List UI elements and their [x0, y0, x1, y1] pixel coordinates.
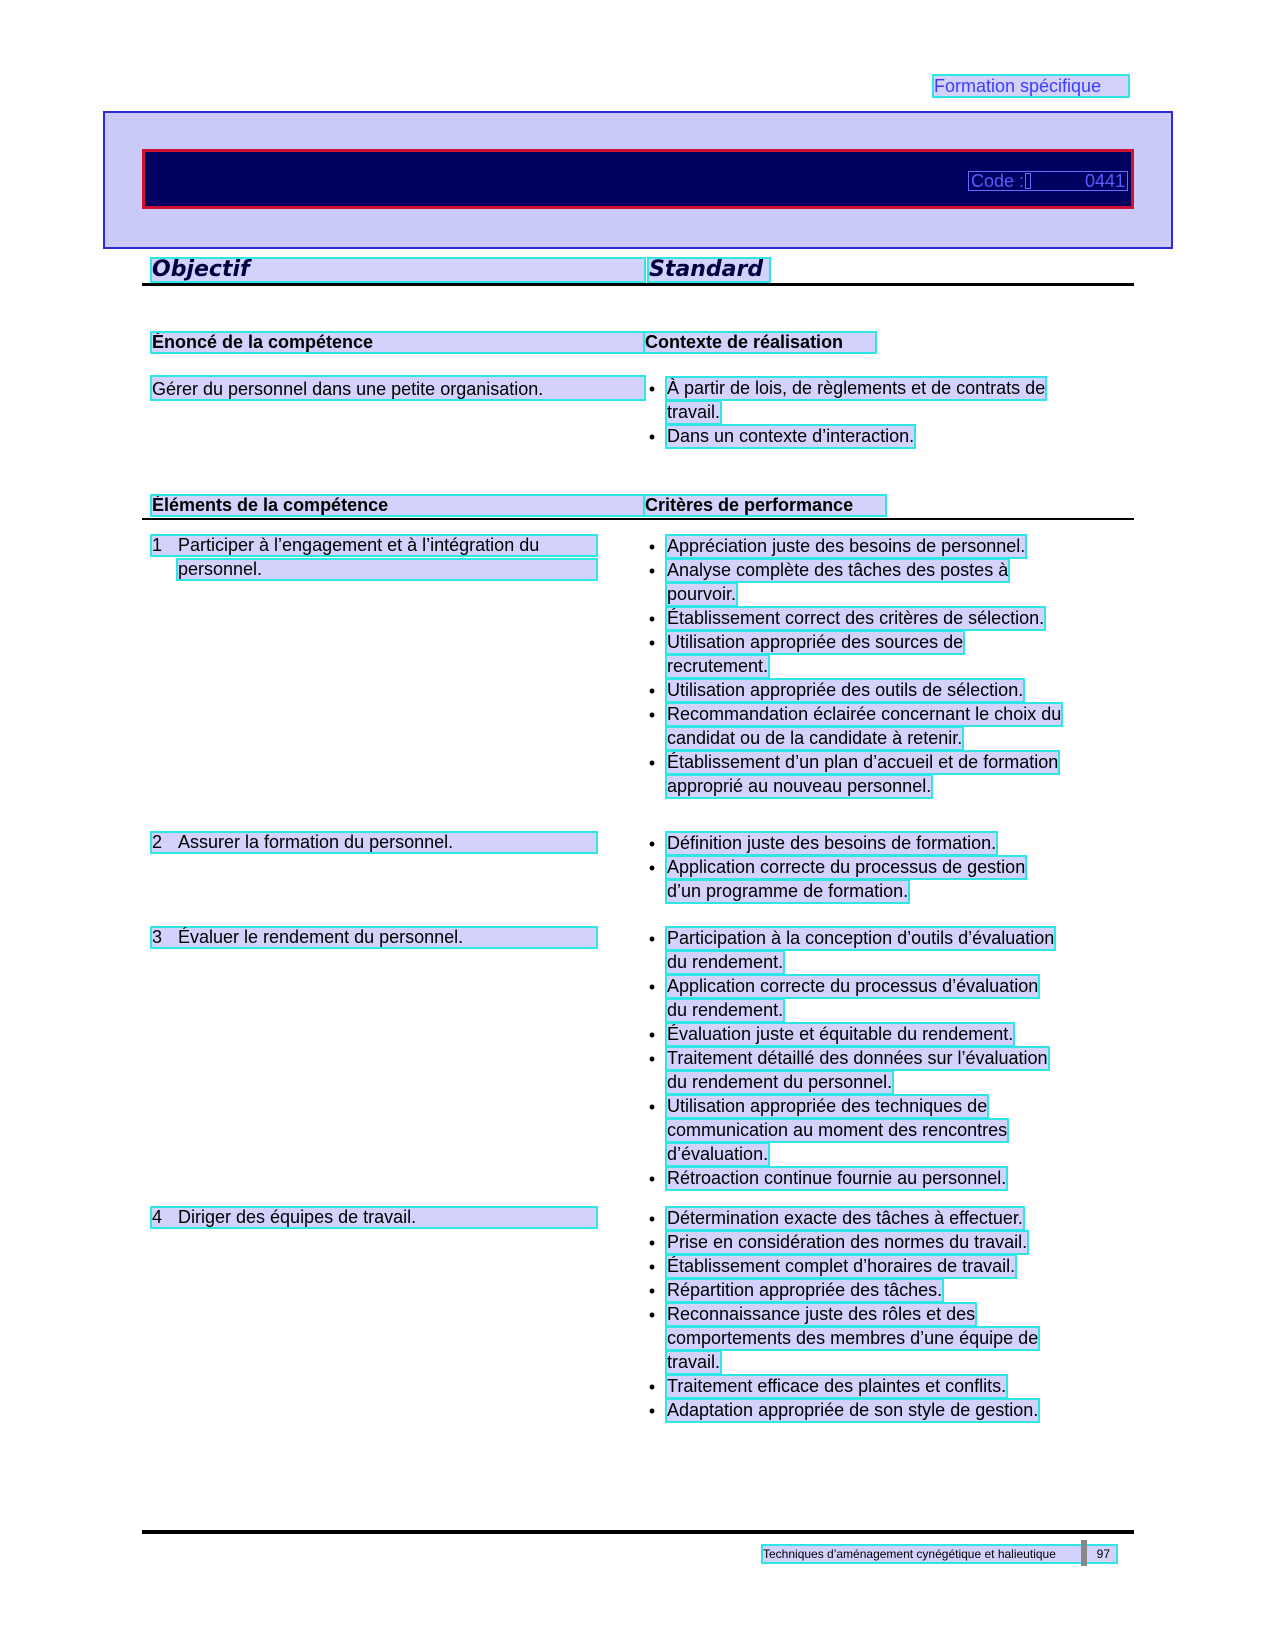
footer-rule	[142, 1530, 1134, 1534]
code-separator	[1025, 173, 1031, 189]
criterion-line: Établissement d’un plan d’accueil et de formation	[667, 752, 1059, 772]
element-number: 4	[152, 1207, 163, 1227]
bullet-icon: •	[648, 858, 656, 878]
element-line	[152, 1208, 596, 1227]
bullet-icon: •	[648, 1305, 656, 1325]
bullet-icon: •	[648, 427, 656, 447]
criterion-line: candidat ou de la candidate à retenir.	[667, 728, 963, 748]
criterion-line: pourvoir.	[667, 584, 737, 604]
contexte-title: Contexte de réalisation	[645, 333, 875, 352]
criterion-line: Rétroaction continue fournie au personnel.	[667, 1168, 1007, 1188]
bullet-icon: •	[648, 1401, 656, 1421]
bullet-icon: •	[648, 1257, 656, 1277]
bullet-icon: •	[648, 929, 656, 949]
column-heading-standard: Standard	[649, 259, 769, 281]
element-text: Diriger des équipes de travail.	[178, 1207, 417, 1227]
criterion-line: Traitement efficace des plaintes et conflits.	[667, 1376, 1007, 1396]
footer-title: Techniques d’aménagement cynégétique et halieutique	[763, 1547, 1056, 1561]
bullet-icon: •	[648, 1377, 656, 1397]
bullet-icon: •	[648, 1097, 656, 1117]
criterion-line: Utilisation appropriée des techniques de	[667, 1096, 988, 1116]
criterion-line: d’un programme de formation.	[667, 881, 909, 901]
bullet-icon: •	[648, 1049, 656, 1069]
criterion-line: Application correcte du processus d’évaluation	[667, 976, 1039, 996]
criterion-line: comportements des membres d’une équipe de	[667, 1328, 1039, 1348]
criterion-line: Participation à la conception d’outils d’évaluation	[667, 928, 1055, 948]
criterion-line: Évaluation juste et équitable du rendement.	[667, 1024, 1014, 1044]
criterion-line: recrutement.	[667, 656, 769, 676]
element-line	[152, 833, 596, 852]
criterion-line: Utilisation appropriée des outils de sélection.	[667, 680, 1024, 700]
bullet-icon: •	[648, 1209, 656, 1229]
bullet-icon: •	[648, 681, 656, 701]
criterion-line: d’évaluation.	[667, 1144, 769, 1164]
criterion-line: Établissement correct des critères de sélection.	[667, 608, 1045, 628]
criterion-line: travail.	[667, 402, 721, 422]
element-line: personnel.	[178, 560, 596, 579]
bullet-icon: •	[648, 705, 656, 725]
criterion-line: Établissement complet d’horaires de travail.	[667, 1256, 1016, 1276]
bullet-icon: •	[648, 1169, 656, 1189]
criterion-line: Définition juste des besoins de formation.	[667, 833, 997, 853]
column-heading-objective: Objectif	[152, 259, 644, 281]
criterion-line: Dans un contexte d’interaction.	[667, 426, 915, 446]
bullet-icon: •	[648, 1281, 656, 1301]
element-line	[152, 928, 596, 947]
element-text: Assurer la formation du personnel.	[178, 832, 454, 852]
criterion-line: Utilisation appropriée des sources de	[667, 632, 964, 652]
criterion-line: Répartition appropriée des tâches.	[667, 1280, 943, 1300]
section-rule	[142, 518, 1134, 520]
element-number: 3	[152, 927, 163, 947]
code-label: Code :	[971, 171, 1025, 191]
footer	[763, 1546, 1116, 1562]
element-text: Évaluer le rendement du personnel.	[178, 927, 464, 947]
criterion-line: Recommandation éclairée concernant le choix du	[667, 704, 1062, 724]
code-value: 0441	[1084, 171, 1125, 191]
bullet-icon: •	[648, 561, 656, 581]
bullet-icon: •	[648, 1233, 656, 1253]
element-text: Participer à l’engagement et à l’intégration du	[178, 535, 540, 555]
bullet-icon: •	[648, 753, 656, 773]
criterion-line: Adaptation appropriée de son style de gestion.	[667, 1400, 1039, 1420]
criterion-line: Traitement détaillé des données sur l’évaluation	[667, 1048, 1048, 1068]
criterion-line: Prise en considération des normes du travail.	[667, 1232, 1028, 1252]
element-line	[152, 536, 596, 555]
footer-marker	[1081, 1540, 1087, 1566]
criterion-line: du rendement.	[667, 1000, 784, 1020]
criterion-line: approprié au nouveau personnel.	[667, 776, 932, 796]
heading-rule	[142, 283, 1134, 286]
criteres-title: Critères de performance	[645, 496, 885, 515]
elements-title: Éléments de la compétence	[152, 496, 644, 515]
competency-code	[968, 171, 1128, 191]
criterion-line: À partir de lois, de règlements et de contrats de	[667, 378, 1046, 398]
element-number: 1	[152, 535, 163, 555]
element-number: 2	[152, 832, 163, 852]
criterion-line: communication au moment des rencontres	[667, 1120, 1008, 1140]
header-program-label: Formation spécifique	[934, 76, 1128, 96]
criterion-line: Application correcte du processus de gestion	[667, 857, 1026, 877]
bullet-icon: •	[648, 633, 656, 653]
bullet-icon: •	[648, 537, 656, 557]
criterion-line: du rendement.	[667, 952, 784, 972]
criterion-line: Détermination exacte des tâches à effectuer.	[667, 1208, 1023, 1228]
criterion-line: Reconnaissance juste des rôles et des	[667, 1304, 976, 1324]
enonce-title: Énoncé de la compétence	[152, 333, 644, 352]
criterion-line: Appréciation juste des besoins de personnel.	[667, 536, 1026, 556]
enonce-text: Gérer du personnel dans une petite organisation.	[152, 377, 644, 399]
criterion-line: travail.	[667, 1352, 721, 1372]
bullet-icon: •	[648, 977, 656, 997]
page-number: 97	[1096, 1547, 1110, 1561]
bullet-icon: •	[648, 609, 656, 629]
criterion-line: Analyse complète des tâches des postes à	[667, 560, 1009, 580]
criterion-line: du rendement du personnel.	[667, 1072, 893, 1092]
bullet-icon: •	[648, 379, 656, 399]
bullet-icon: •	[648, 834, 656, 854]
bullet-icon: •	[648, 1025, 656, 1045]
